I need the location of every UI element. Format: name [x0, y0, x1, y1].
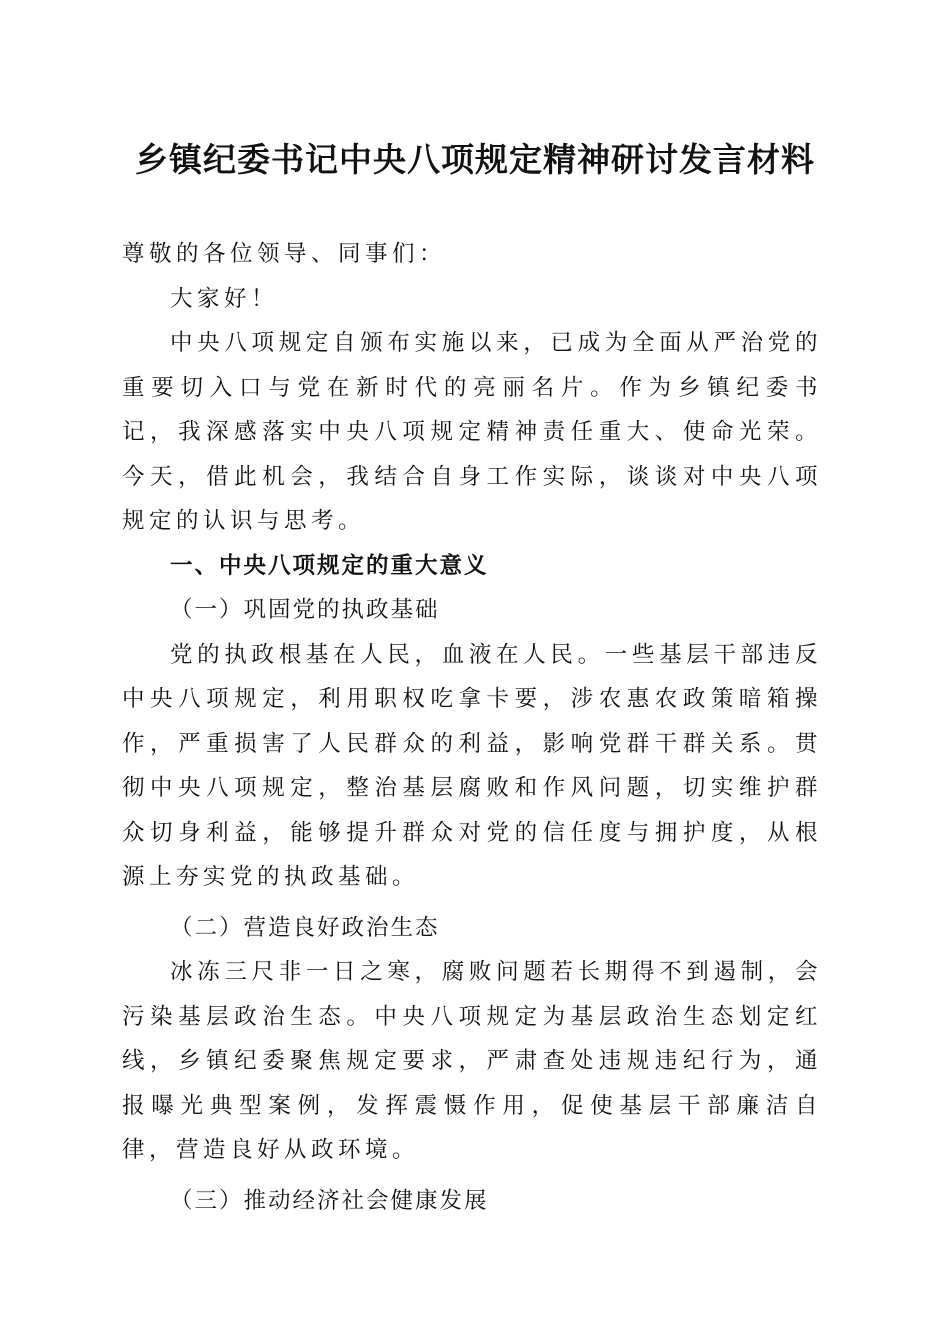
greeting: 大家好！: [170, 285, 279, 312]
salutation: 尊敬的各位领导、同事们：: [122, 241, 447, 267]
subsection-1-paragraph: 党的执政根基在人民，血液在人民。一些基层干部违反中央八项规定，利用职权吃拿卡要，涉农惠农政策暗箱操作，严重损害了人民群众的利益，影响党群干群关系。贯彻中央八项规定，整治基层腐败和作风问题，切实维护群众切身利益，能够提升群众对党的信任度与拥护度，从根源上夯实党的执政基础。: [122, 641, 822, 890]
subsection-1-heading: （一）巩固党的执政基础: [170, 597, 440, 623]
document-body: [122, 232, 822, 1223]
intro-paragraph: 中央八项规定自颁布实施以来，已成为全面从严治党的重要切入口与党在新时代的亮丽名片。作为乡镇纪委书记，我深感落实中央八项规定精神责任重大、使命光荣。今天，借此机会，我结合自身工作实际，谈谈对中央八项规定的认识与思考。: [122, 330, 822, 534]
subsection-2-heading: （二）营造良好政治生态: [170, 914, 440, 941]
section-1-heading: 一、中央八项规定的重大意义: [170, 552, 489, 579]
subsection-2-paragraph: 冰冻三尺非一日之寒，腐败问题若长期得不到遏制，会污染基层政治生态。中央八项规定为基层政治生态划定红线，乡镇纪委聚焦规定要求，严肃查处违规违纪行为，通报曝光典型案例，发挥震慑作用，促使基层干部廉洁自律，营造良好从政环境。: [122, 959, 822, 1163]
document-title: 乡镇纪委书记中央八项规定精神研讨发言材料: [135, 140, 815, 179]
subsection-3-heading: （三）推动经济社会健康发展: [170, 1187, 489, 1214]
